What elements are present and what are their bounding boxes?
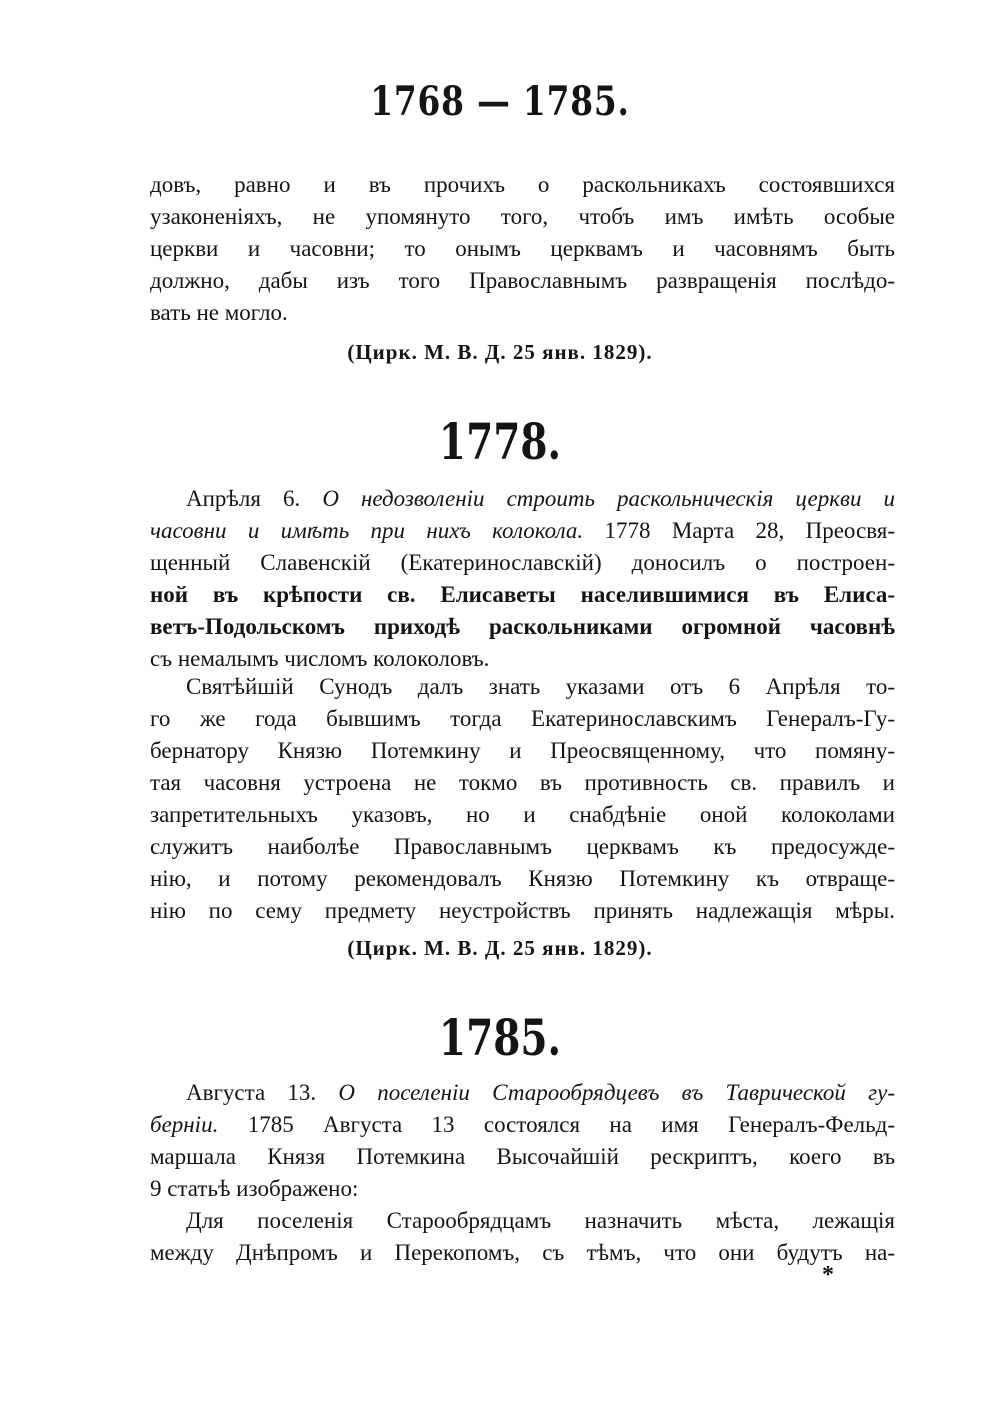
entry-title: часовни и имѣть при нихъ колокола.: [150, 518, 584, 543]
entry-date: Апрѣля 6.: [186, 486, 301, 511]
text-line: го же года бывшимъ тогда Екатеринославскимъ Генералъ-Гу-: [150, 706, 895, 731]
text-line: нію по сему предмету неустройствъ принять надлежащія мѣры.: [150, 898, 895, 923]
text-line: ветъ-Подольскомъ приходѣ раскольниками огромной часовнѣ: [150, 614, 895, 639]
entry-title: берніи.: [150, 1112, 219, 1137]
year-heading: 1785.: [438, 1008, 562, 1067]
text-line: [150, 516, 895, 546]
page-header-years: 1768 — 1785.: [370, 78, 630, 125]
text-line: служитъ наиболѣе Православнымъ церквамъ къ предосужде-: [150, 834, 895, 859]
text-line: церкви и часовни; то онымъ церквамъ и часовнямъ быть: [150, 236, 895, 261]
text-line: съ немалымъ числомъ колоколовъ.: [150, 646, 490, 671]
text-line: 9 статьѣ изображено:: [150, 1176, 359, 1201]
footnote-mark: *: [822, 1262, 834, 1288]
text-line: маршала Князя Потемкина Высочайшій рескриптъ, коего въ: [150, 1144, 895, 1169]
entry-title: О недозволеніи строить раскольническія церкви и: [322, 486, 895, 511]
text-line: вать не могло.: [150, 300, 288, 325]
text-line: довъ, равно и въ прочихъ о раскольникахъ состоявшихся: [150, 172, 895, 197]
text-line: должно, дабы изъ того Православнымъ развращенія послѣдо-: [150, 268, 895, 293]
text-line: бернатору Князю Потемкину и Преосвященному, что помяну-: [150, 738, 895, 763]
text-line: узаконеніяхъ, не упомянуто того, чтобъ имъ имѣть особые: [150, 204, 895, 229]
year-heading: 1778.: [438, 412, 562, 471]
text-line: между Днѣпромъ и Перекопомъ, съ тѣмъ, что они будутъ на-: [150, 1240, 895, 1265]
text-line: ной въ крѣпости св. Елисаветы населившимися въ Елиса-: [150, 582, 895, 607]
text-line: нію, и потому рекомендовалъ Князю Потемкину къ отвраще-: [150, 866, 895, 891]
text-fragment: 1778 Марта 28, Преосвя-: [604, 518, 895, 543]
text-line: [150, 1110, 895, 1140]
entry-date: Августа 13.: [186, 1080, 317, 1105]
text-line: Для поселенія Старообрядцамъ назначить мѣста, лежащія: [186, 1208, 895, 1233]
text-line: [186, 1078, 895, 1108]
text-line: щенный Славенскій (Екатеринославскій) доносилъ о построен-: [150, 550, 895, 575]
text-line: запретительныхъ указовъ, но и снабдѣніе оной колоколами: [150, 802, 895, 827]
text-line: Святѣйшій Сунодъ далъ знать указами отъ 6 Апрѣля то-: [186, 674, 895, 699]
text-fragment: 1785 Августа 13 состоялся на имя Генералъ-Фельд-: [247, 1112, 895, 1137]
text-line: [186, 484, 895, 514]
citation: (Цирк. М. В. Д. 25 янв. 1829).: [347, 340, 653, 364]
citation: (Цирк. М. В. Д. 25 янв. 1829).: [347, 936, 653, 960]
entry-title: О поселеніи Старообрядцевъ въ Таврической гу-: [338, 1080, 896, 1105]
text-line: тая часовня устроена не токмо въ противность св. правилъ и: [150, 770, 895, 795]
